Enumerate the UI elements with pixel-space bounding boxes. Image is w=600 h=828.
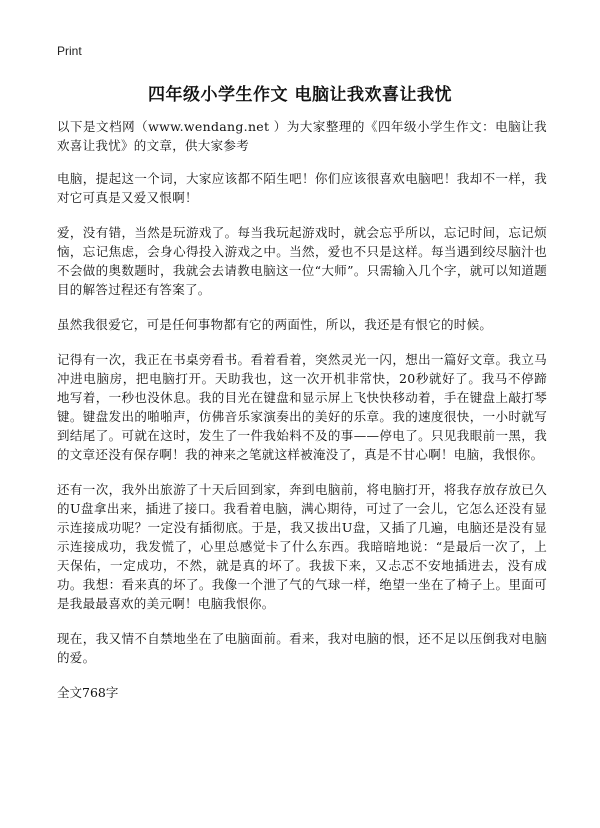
article-body [57,117,547,702]
intro-paragraph: 以下是文档网（www.wendang.net ）为大家整理的《四年级小学生作文：电脑让我欢喜让我忧》的文章，供大家参考 [57,119,547,153]
paragraph-3: 虽然我很爱它，可是任何事物都有它的两面性，所以，我还是有恨它的时候。 [57,317,493,332]
print-link[interactable]: Print [57,44,82,58]
paragraph-6: 现在，我又情不自禁地坐在了电脑面前。看来，我对电脑的恨，还不足以压倒我对电脑的爱。 [57,631,547,665]
paragraph-4: 记得有一次，我正在书桌旁看书。看着看着，突然灵光一闪，想出一篇好文章。我立马冲进电脑房，把电脑打开。天助我也，这一次开机非常快，20秒就好了。我马不停蹄地写着，一秒也没休息。我的目光在键盘和显示屏上飞快快移动着，手在键盘上敲打琴键。键盘发出的啪啪声，仿佛音乐家演奏出的美好的乐章。我的速度很快，一小时就写到结尾了。可就在这时，发生了一件我始料不及的事——停电了。只见我眼前一黑，我的文章还没有保存啊！我的神来之笔就这样被淹没了，真是不甘心啊！电脑，我恨你。 [57,352,547,462]
paragraph-2: 爱，没有错，当然是玩游戏了。每当我玩起游戏时，就会忘乎所以，忘记时间，忘记烦恼，忘记焦虑，会身心得投入游戏之中。当然，爱也不只是这样。每当遇到绞尽脑汁也不会做的奥数题时，我就会去请教电脑这一位“大师”。只需输入几个字，就可以知道题目的解答过程还有答案了。 [57,225,547,297]
paragraph-5: 还有一次，我外出旅游了十天后回到家，奔到电脑前，将电脑打开，将我存放存放已久的U盘拿出来，插进了接口。我看着电脑，满心期待，可过了一会儿，它怎么还没有显示连接成功呢？一定没有插彻底。于是，我又拔出U盘，又插了几遍，电脑还是没有显示连接成功，我发慌了，心里总感觉卡了什么东西。我暗暗地说：“是最后一次了，上天保佑，一定成功，不然，就是真的坏了。我拔下来，又忐忑不安地插进去，没有成功。我想：看来真的坏了。我像一个泄了气的气球一样，绝望一坐在了椅子上。里面可是我最最喜欢的美元啊！电脑我恨你。 [57,482,547,611]
paragraph-1: 电脑，提起这一个词，大家应该都不陌生吧！你们应该很喜欢电脑吧！我却不一样，我对它可真是又爱又恨啊！ [57,171,547,205]
word-count: 全文768字 [57,685,119,700]
article-title: 四年级小学生作文 电脑让我欢喜让我忧 [148,85,452,105]
